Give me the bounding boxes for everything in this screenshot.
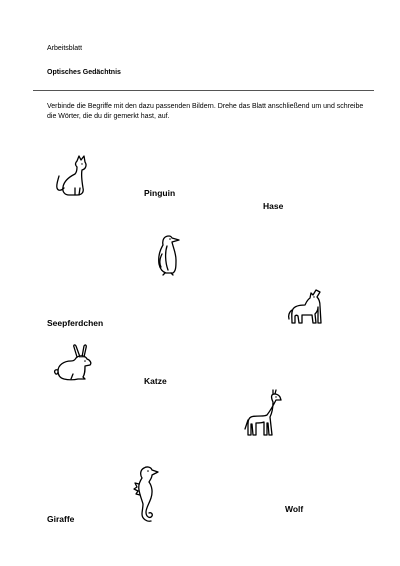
cat-icon (55, 155, 91, 197)
word-hase: Hase (263, 201, 284, 211)
worksheet-title: Optisches Gedächtnis (47, 69, 121, 76)
penguin-icon (150, 232, 184, 276)
word-katze: Katze (144, 376, 167, 386)
worksheet-label: Arbeitsblatt (47, 45, 83, 52)
word-pinguin: Pinguin (144, 188, 176, 198)
word-seepferdchen: Seepferdchen (47, 318, 104, 328)
wolf-icon (286, 288, 330, 326)
word-giraffe: Giraffe (47, 514, 75, 524)
giraffe-icon (243, 387, 285, 439)
seahorse-icon (130, 463, 160, 523)
word-wolf: Wolf (285, 504, 304, 514)
divider (33, 90, 374, 91)
instructions: Verbinde die Begriffe mit den dazu passenden Bildern. Drehe das Blatt anschließend um und schreibe die Wörter, die du dir gemerkt hast, auf. (47, 103, 364, 120)
rabbit-icon (52, 343, 96, 383)
